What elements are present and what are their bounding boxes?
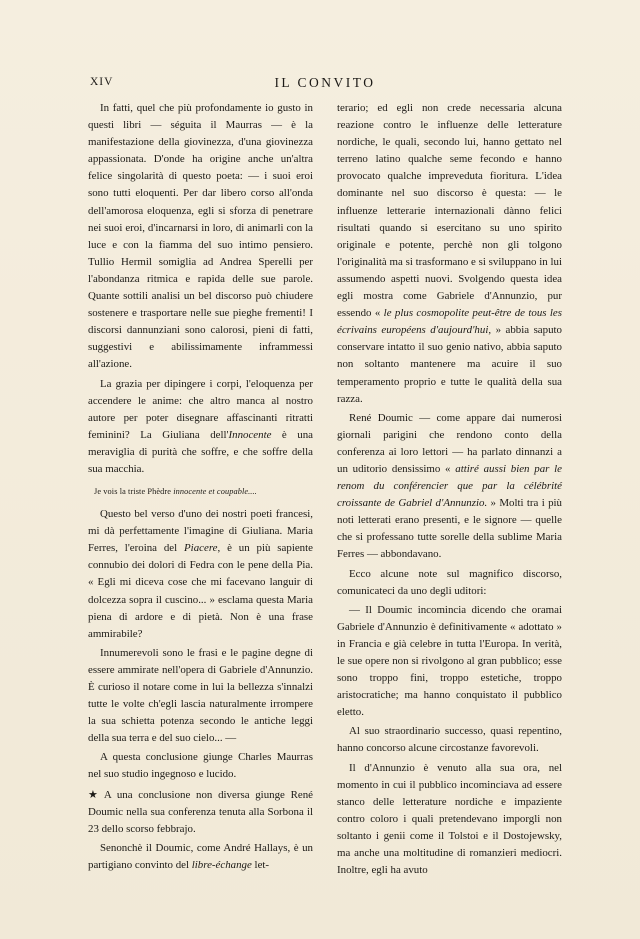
- paragraph: In fatti, quel che più profondamente io gusto in questi libri — séguita il Maurras — è la manifestazione della giovinezza, d'una giovinezza appassionata. D'onde ha origine anche un'altra felice singolarità di questo poeta: — i suoi eroi sono tutti eloquenti. Per dar libero corso all'onda dell'amorosa eloquenza, egli si sforza di penetrare nei suoi eroi, d'incarnarsi in loro, di animarli con la luce e con la fiamma del suo intimo pensiero. Tullio Hermil somiglia ad Andrea Sperelli per l'abondanza ritmica e rapida delle sue parole. Quante sottili analisi un bel discorso può chiudere sostenere e trasportare nelle sue pieghe frementi! I discorsi dannunziani sono calorosi, pieni di fatti, suggestivi e abilissimamente inframmessi all'azione.: [88, 102, 313, 371]
- book-title: Innocente: [228, 428, 272, 441]
- paragraph: Innumerevoli sono le frasi e le pagine degne di essere ammirate nell'opera di Gabriele d'Annunzio. È curioso il notare come in lui la bellezza s'innalzi tutte le volte ch'egli lascia naturalmente irrompere la sua schietta potenza secondo le antiche leggi della sua terra e del suo cielo... —: [88, 646, 313, 745]
- journal-title: IL CONVITO: [274, 75, 376, 90]
- french-quote: le plus cosmopolite peut-être de tous les écrivains européens d'aujourd'hui: [337, 307, 562, 337]
- page-number: XIV: [90, 76, 114, 88]
- paragraph: La grazia per dipingere i corpi, l'eloquenza per accendere le anime: che altro manca al nostro autore per poter disegnare affascinanti ritratti feminini? La Giuliana dell'Innocente è una meraviglia di purità che soffre, e che soffre della sua macchia.: [88, 377, 313, 475]
- paragraph: — Il Doumic incomincia dicendo che oramai Gabriele d'Annunzio è definitivamente « adottato » in Francia e già celebre in tutta l'Europa. In verità, le sue opere non si rivolgono al gran pubblico; esse sono troppo fini, troppo estetiche, troppo aristocratiche; ma hanno conquistato il pubblico eletto.: [337, 603, 562, 719]
- book-title: Piacere: [184, 542, 218, 555]
- paragraph: Ecco alcune note sul magnifico discorso, comunicateci da uno degli uditori:: [337, 567, 562, 597]
- running-head: [90, 76, 560, 92]
- star-icon: ★: [88, 787, 101, 801]
- left-column: [88, 100, 313, 874]
- paragraph: ★ A una conclusione non diversa giunge René Doumic nella sua conferenza tenuta alla Sorbona il 23 dello scorso febbrajo.: [88, 787, 313, 835]
- paragraph: terario; ed egli non crede necessaria alcuna reazione contro le influenze delle letterature nordiche, le quali, secondo lui, hanno gettato nel terreno latino qualche seme fecondo e hanno provocato qualche impreveduta fioritura. L'idea dominante nel suo discorso è questa: — le influenze letterarie internazionali dànno felici risultati quando si esercitano su uno spirito originale e potente, perchè non gli tolgono l'originalità ma si trasformano e si sviluppano in lui assumendo aspetti nuovi. Svolgendo questa idea egli mostra come Gabriele d'Annunzio, pur essendo « le plus cosmopolite peut-être de tous les écrivains européens d'aujourd'hui, » abbia saputo conservare intatto il suo genio nativo, abbia saputo non soltanto mantenere ma acuire il suo temperamento proprio e tutte le qualità della sua razza.: [337, 102, 563, 405]
- right-column: [337, 100, 562, 879]
- epigraph-quote: Je vois la triste Phèdre innocente et coupable....: [94, 487, 257, 497]
- french-quote: attiré aussi bien par le renom du conférencier que par la célébrité croissante de Gabriel d'Annunzio.: [337, 462, 562, 510]
- paragraph: Al suo straordinario successo, quasi repentino, hanno concorso alcune circostanze favorevoli.: [337, 725, 562, 755]
- paragraph: Questo bel verso d'uno dei nostri poeti francesi, mi dà perfettamente l'imagine di Giuliana. Maria Ferres, l'eroina del Piacere, è un più sapiente connubio dei dolori di Fedra con le pene della Pia. « Egli mi diceva cose che mi facevano languir di dolcezza sopra il cuscino... » esclama questa Maria piena di ardore e di pietà. Non è una frase ammirabile?: [88, 508, 313, 640]
- paragraph: Il d'Annunzio è venuto alla sua ora, nel momento in cui il pubblico incominciava ad essere stanco delle letterature nordiche e impaziente contro coloro i quali pretendevano imporgli non soltanto i genii come il Tolstoi e il Dostojewsky, ma anche una moltitudine di romanzieri mediocri. Inoltre, egli ha avuto: [337, 761, 562, 877]
- paragraph: René Doumic — come appare dai numerosi giornali parigini che rendono conto della conferenza ai loro lettori — ha parlato dinnanzi a un uditorio densissimo « attiré aussi bien par le renom du conférencier que par la célébrité croissante de Gabriel d'Annunzio. » Molti tra i più noti letterati erano presenti, e le signore — quelle che si professano tutte sorelle della sublime Maria Ferres — abbondavano.: [337, 411, 562, 561]
- paragraph: Senonchè il Doumic, come André Hallays, è un partigiano convinto del libre-échange let-: [88, 841, 313, 871]
- paragraph: A questa conclusione giunge Charles Maurras nel suo studio ingegnoso e lucido.: [88, 751, 313, 781]
